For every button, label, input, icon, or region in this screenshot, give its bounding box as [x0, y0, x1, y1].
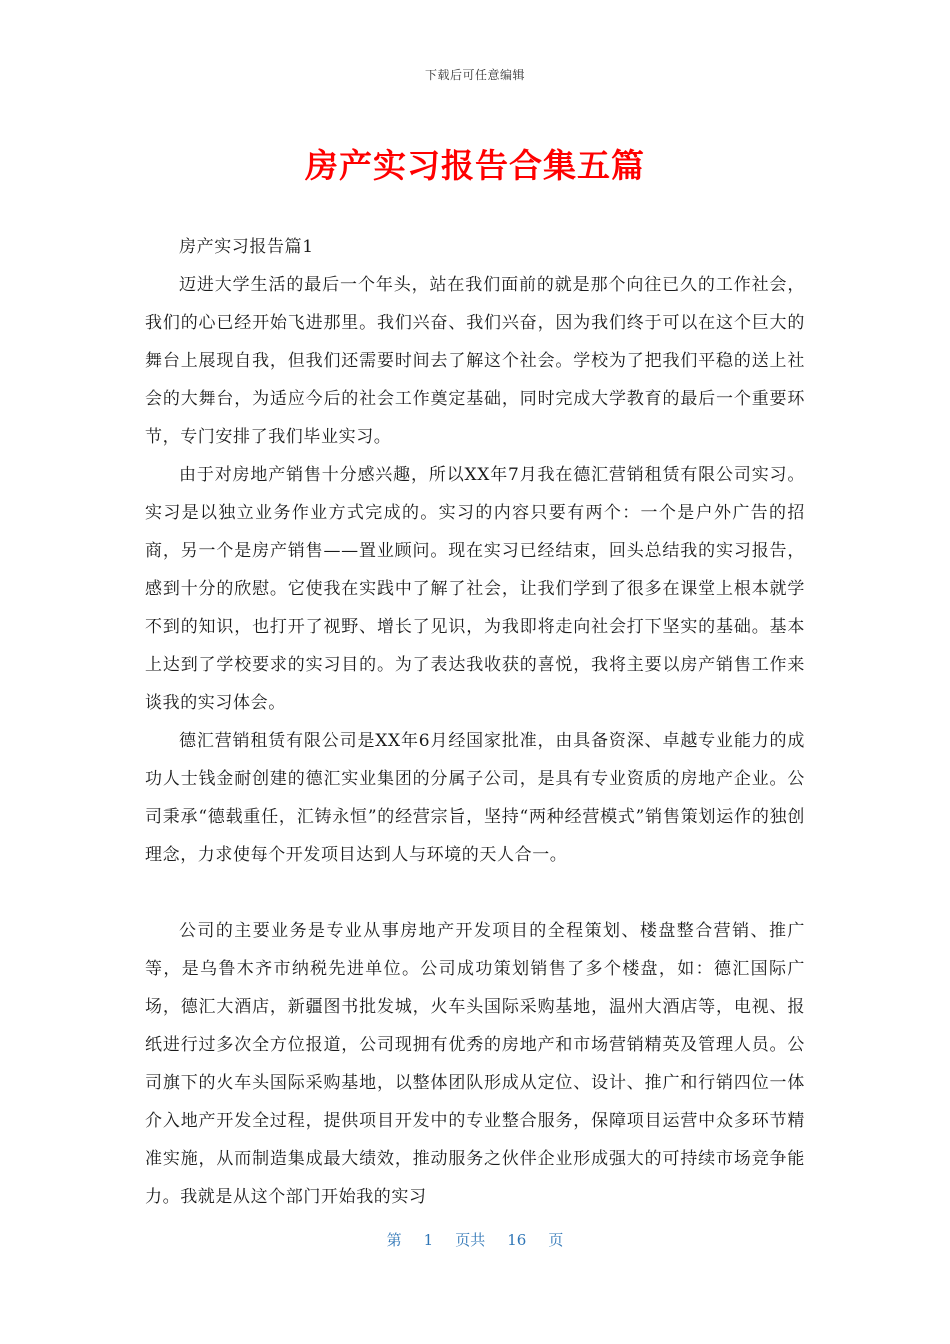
- section-heading: 房产实习报告篇1: [179, 237, 314, 257]
- paragraph-4: 公司的主要业务是专业从事房地产开发项目的全程策划、楼盘整合营销、推广等，是乌鲁木齐市纳税先进单位。公司成功策划销售了多个楼盘，如：德汇国际广场，德汇大酒店，新疆图书批发城，火车头国际采购基地，温州大酒店等，电视、报纸进行过多次全方位报道，公司现拥有优秀的房地产和市场营销精英及管理人员。公司旗下的火车头国际采购基地，以整体团队形成从定位、设计、推广和行销四位一体介入地产开发全过程，提供项目开发中的专业整合服务，保障项目运营中众多环节精准实施，从而制造集成最大绩效，推动服务之伙伴企业形成强大的可持续市场竞争能力。我就是从这个部门开始我的实习: [145, 921, 805, 1207]
- paragraph-3: 德汇营销租赁有限公司是XX年6月经国家批准，由具备资深、卓越专业能力的成功人士钱金耐创建的德汇实业集团的分属子公司，是具有专业资质的房地产企业。公司秉承“德载重任，汇铸永恒”的经营宗旨，坚持“两种经营模式”销售策划运作的独创理念，力求使每个开发项目达到人与环境的天人合一。: [145, 731, 805, 865]
- document-body: [145, 228, 805, 1216]
- footer-page-suffix: 页: [548, 1231, 564, 1249]
- paragraph-2: 由于对房地产销售十分感兴趣，所以XX年7月我在德汇营销租赁有限公司实习。实习是以独立业务作业方式完成的。实习的内容只要有两个：一个是户外广告的招商，另一个是房产销售——置业顾问。现在实习已经结束，回头总结我的实习报告，感到十分的欣慰。它使我在实践中了解了社会，让我们学到了很多在课堂上根本就学不到的知识，也打开了视野、增长了见识，为我即将走向社会打下坚实的基础。基本上达到了学校要求的实习目的。为了表达我收获的喜悦，我将主要以房产销售工作来谈我的实习体会。: [145, 465, 805, 713]
- document-title: 房产实习报告合集五篇: [305, 146, 645, 185]
- page-footer: [0, 1229, 950, 1250]
- footer-total-pages: 16: [507, 1231, 527, 1249]
- paragraph-1: 迈进大学生活的最后一个年头，站在我们面前的就是那个向往已久的工作社会，我们的心已经开始飞进那里。我们兴奋、我们兴奋，因为我们终于可以在这个巨大的舞台上展现自我，但我们还需要时间去了解这个社会。学校为了把我们平稳的送上社会的大舞台，为适应今后的社会工作奠定基础，同时完成大学教育的最后一个重要环节，专门安排了我们毕业实习。: [145, 275, 805, 447]
- footer-page-mid: 页共: [455, 1231, 486, 1249]
- header-note: 下载后可任意编辑: [424, 68, 525, 82]
- footer-page-number: 1: [423, 1231, 434, 1249]
- footer-page-prefix: 第: [386, 1231, 402, 1249]
